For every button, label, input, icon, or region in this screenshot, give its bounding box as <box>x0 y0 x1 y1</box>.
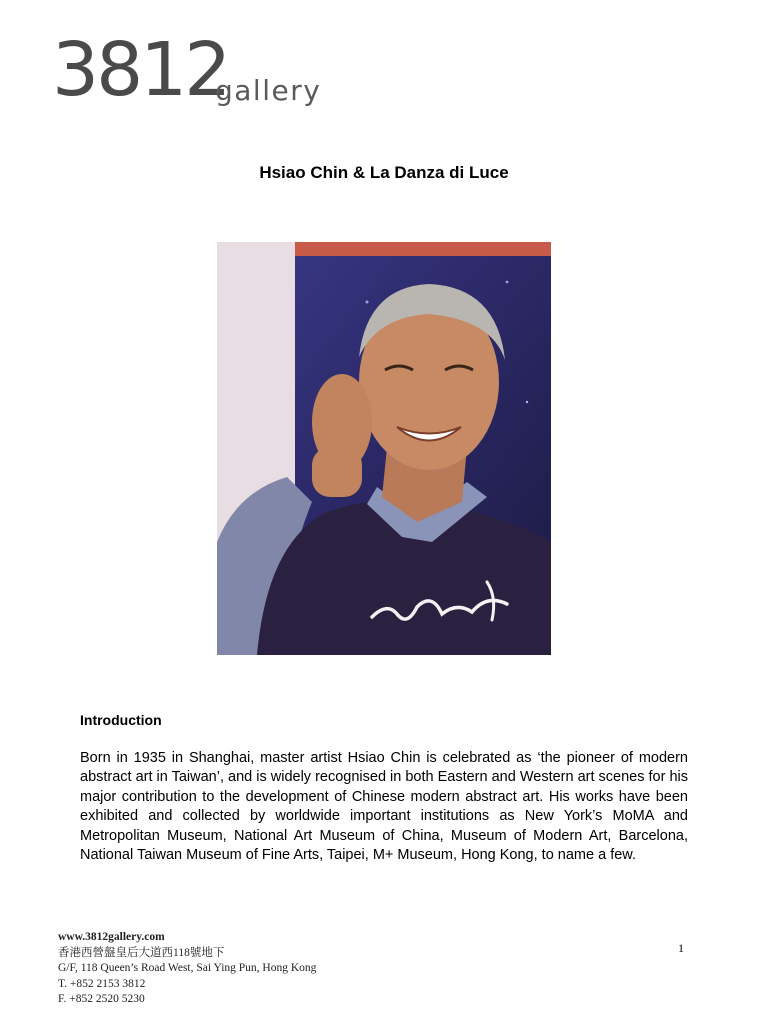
footer-address-chinese: 香港西營盤皇后大道西118號地下 <box>58 946 225 959</box>
footer-telephone: T. +852 2153 3812 <box>58 977 146 990</box>
logo-word: gallery <box>215 74 322 107</box>
artist-portrait <box>217 242 551 655</box>
footer-address-english: G/F, 118 Queen’s Road West, Sai Ying Pun, Hong Kong <box>58 962 317 974</box>
document-title: Hsiao Chin & La Danza di Luce <box>259 163 509 182</box>
portrait-illustration <box>217 242 551 655</box>
footer-fax: F. +852 2520 5230 <box>58 993 145 1005</box>
logo-number: 3812 <box>52 27 229 113</box>
footer-website-link[interactable]: www.3812gallery.com <box>58 931 165 943</box>
page-number: 1 <box>678 941 684 955</box>
introduction-paragraph: Born in 1935 in Shanghai, master artist Hsiao Chin is celebrated as ‘the pioneer of modern abstract art in Taiwan’, and is widely recognised in both Eastern and Western art scenes for his major contribution to the development of Chinese modern abstract art. His works have been exhibited and collected by worldwide important institutions as New York’s MoMA and Metropolitan Museum, National Art Museum of China, Museum of Modern Art, Barcelona, National Taiwan Museum of Fine Arts, Taipei, M+ Museum, Hong Kong, to name a few. <box>80 750 688 864</box>
gallery-logo <box>52 27 352 113</box>
section-heading-introduction: Introduction <box>80 712 162 728</box>
footer-contact <box>58 930 316 1008</box>
